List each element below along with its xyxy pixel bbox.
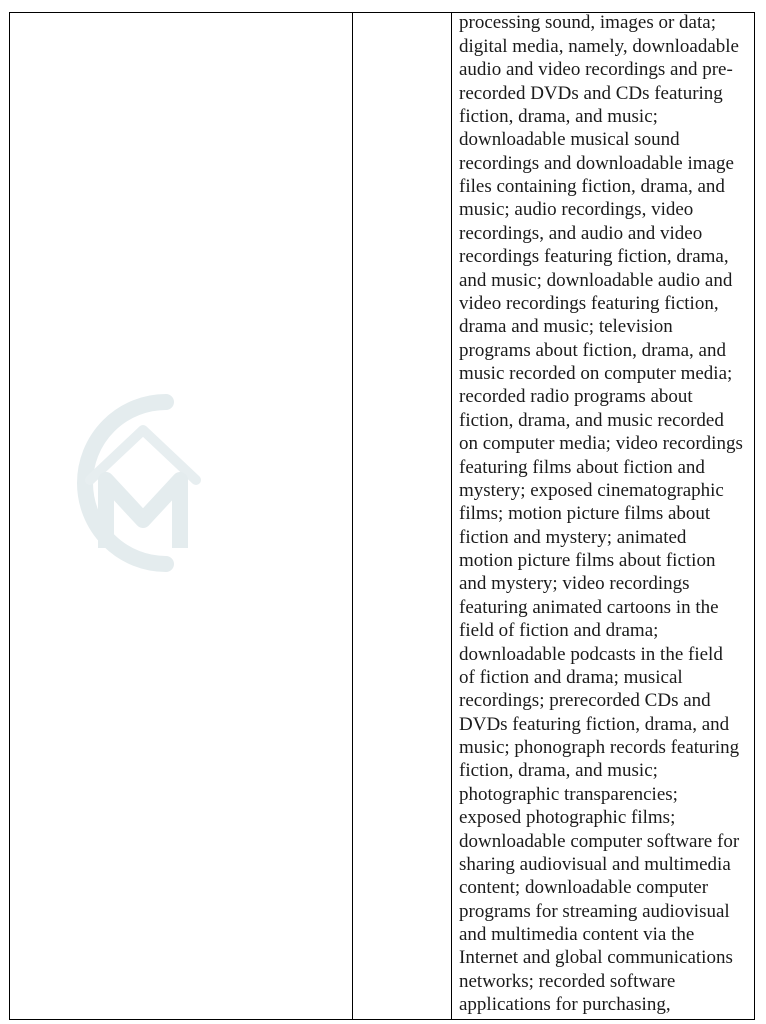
description-line: and multimedia content via the (459, 924, 695, 946)
description-line: recordings, and audio and video (459, 222, 703, 244)
description-line: programs for streaming audiovisual (459, 900, 730, 922)
description-line: applications for purchasing, (459, 994, 671, 1016)
description-line: downloadable computer software for (459, 830, 740, 852)
table-cell-description (452, 14, 754, 1019)
description-line: films; motion picture films about (459, 503, 711, 525)
description-text (459, 11, 743, 1016)
description-line: exposed photographic films; (459, 807, 676, 829)
description-line: downloadable musical sound (459, 129, 680, 151)
description-line: programs about fiction, drama, and (459, 339, 726, 361)
description-line: music recorded on computer media; (459, 363, 733, 385)
description-line: music; phonograph records featuring (459, 737, 740, 759)
description-line: audio and video recordings and pre- (459, 59, 733, 81)
description-line: Internet and global communications (459, 947, 733, 969)
description-line: photographic transparencies; (459, 783, 678, 805)
description-line: files containing fiction, drama, and (459, 176, 725, 198)
description-line: sharing audiovisual and multimedia (459, 853, 731, 875)
description-line: digital media, namely, downloadable (459, 35, 739, 57)
description-line: fiction, drama, and music; (459, 760, 658, 782)
description-line: on computer media; video recordings (459, 433, 743, 455)
description-line: motion picture films about fiction (459, 550, 716, 572)
description-line: of fiction and drama; musical (459, 666, 683, 688)
description-line: and music; downloadable audio and (459, 269, 733, 291)
description-line: field of fiction and drama; (459, 620, 659, 642)
description-line: featuring films about fiction and (459, 456, 705, 478)
description-line: featuring animated cartoons in the (459, 596, 719, 618)
description-line: recorded radio programs about (459, 386, 693, 408)
table-cell-middle (353, 14, 451, 1019)
description-line: and mystery; video recordings (459, 573, 690, 595)
description-line: mystery; exposed cinematographic (459, 479, 724, 501)
description-line: content; downloadable computer (459, 877, 709, 899)
description-line: drama and music; television (459, 316, 673, 338)
description-line: fiction, drama, and music; (459, 105, 658, 127)
description-line: video recordings featuring fiction, (459, 292, 719, 314)
description-line: recordings and downloadable image (459, 152, 734, 174)
description-line: fiction and mystery; animated (459, 526, 687, 548)
description-line: recordings featuring fiction, drama, (459, 246, 729, 268)
description-line: downloadable podcasts in the field (459, 643, 723, 665)
table-cell-left (11, 14, 352, 1019)
description-line: music; audio recordings, video (459, 199, 694, 221)
description-line: fiction, drama, and music recorded (459, 409, 724, 431)
description-line: recordings; prerecorded CDs and (459, 690, 711, 712)
description-line: processing sound, images or data; (459, 12, 716, 34)
description-line: networks; recorded software (459, 970, 676, 992)
description-line: DVDs featuring fiction, drama, and (459, 713, 730, 735)
description-line: recorded DVDs and CDs featuring (459, 82, 723, 104)
